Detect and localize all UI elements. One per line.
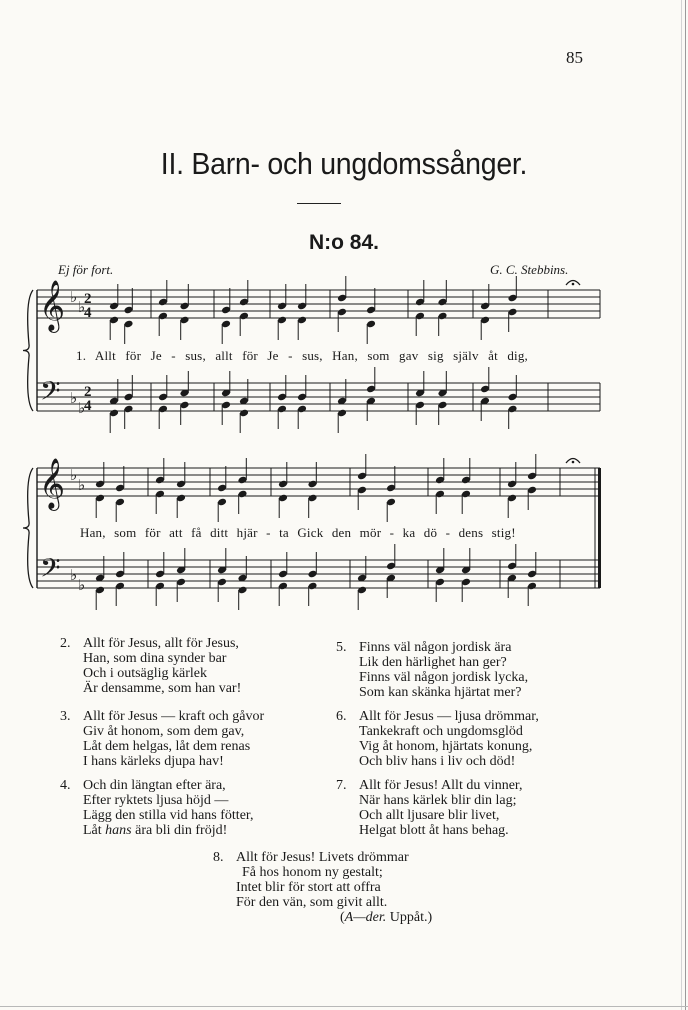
lyrics-system-1: 1. Allt för Je - sus, allt för Je - sus, Han, som gav sig själv åt dig, <box>76 348 528 363</box>
page-number: 85 <box>566 48 583 67</box>
verse-2: 2. Allt för Jesus, allt för Jesus, Han, som dina synder bar Och i outsäglig kärlek Är densamme, som han var! <box>60 636 242 696</box>
hymn-number: N:o 84. <box>308 231 379 254</box>
treble-clef-icon: 𝄞 <box>39 458 66 509</box>
verse-4: 4. Och din längtan efter ära, Efter ryktets ljusa höjd — Lägg den stilla vid hans fötter, Låt hans ära bli din fröjd! <box>60 778 254 838</box>
final-barline-thick <box>598 468 601 588</box>
time-signature: 2 <box>84 291 92 307</box>
emphasis-hans: hans <box>105 823 132 838</box>
time-signature: 4 <box>84 398 92 414</box>
flat-icon: ♭ <box>78 578 86 594</box>
composer: G. C. Stebbins. <box>490 262 569 277</box>
flat-icon: ♭ <box>70 290 78 306</box>
verse-6: 6. Allt för Jesus — ljusa drömmar, Tankekraft och ungdomsglöd Vig åt honom, hjärtats konung, Och bliv hans i liv och död! <box>336 709 539 769</box>
page-edge-bottom <box>0 1006 688 1007</box>
fermata-dot <box>572 461 575 464</box>
lyrics-system-2: Han, som för att få ditt hjär - ta Gick den mör - ka dö - dens stig! <box>80 525 516 540</box>
verse-5: 5. Finns väl någon jordisk ära Lik den härlighet han ger? Finns väl någon jordisk lycka, Som kan skänka hjärtat mer? <box>336 640 529 700</box>
verse-8: 8. Allt för Jesus! Livets drömmar Få hos honom ny gestalt; Intet blir för stort att offra För den vän, som givit allt. <box>213 850 409 910</box>
time-signature: 2 <box>84 384 92 400</box>
section-title: II. Barn- och ungdomssånger. <box>160 146 528 181</box>
treble-clef-icon: 𝄞 <box>39 280 66 331</box>
attribution-author: A—der. <box>344 910 387 925</box>
flat-icon: ♭ <box>70 391 78 407</box>
attribution-note: Uppåt.) <box>389 910 433 925</box>
bass-clef-icon: 𝄢 <box>40 552 61 590</box>
time-signature: 4 <box>84 305 92 321</box>
flat-icon: ♭ <box>78 478 86 494</box>
bass-clef-icon: 𝄢 <box>40 375 61 413</box>
fermata-dot <box>572 283 575 286</box>
verse-3: 3. Allt för Jesus — kraft och gåvor Giv åt honom, som dem gav, Låt dem helgas, låt dem renas I hans kärleks djupa hav! <box>60 709 265 769</box>
flat-icon: ♭ <box>70 568 78 584</box>
flat-icon: ♭ <box>70 468 78 484</box>
system-brace <box>23 290 33 411</box>
system-brace <box>23 468 33 588</box>
verse-7: 7. Allt för Jesus! Allt du vinner, När hans kärlek blir din lag; Och allt ljusare blir livet, Helgat blott åt hans behag. <box>336 778 523 838</box>
tempo-marking: Ej för fort. <box>58 262 114 277</box>
attribution: (A—der. Uppåt.) <box>340 910 433 925</box>
flat-icon: ♭ <box>78 300 86 316</box>
flat-icon: ♭ <box>78 401 86 417</box>
